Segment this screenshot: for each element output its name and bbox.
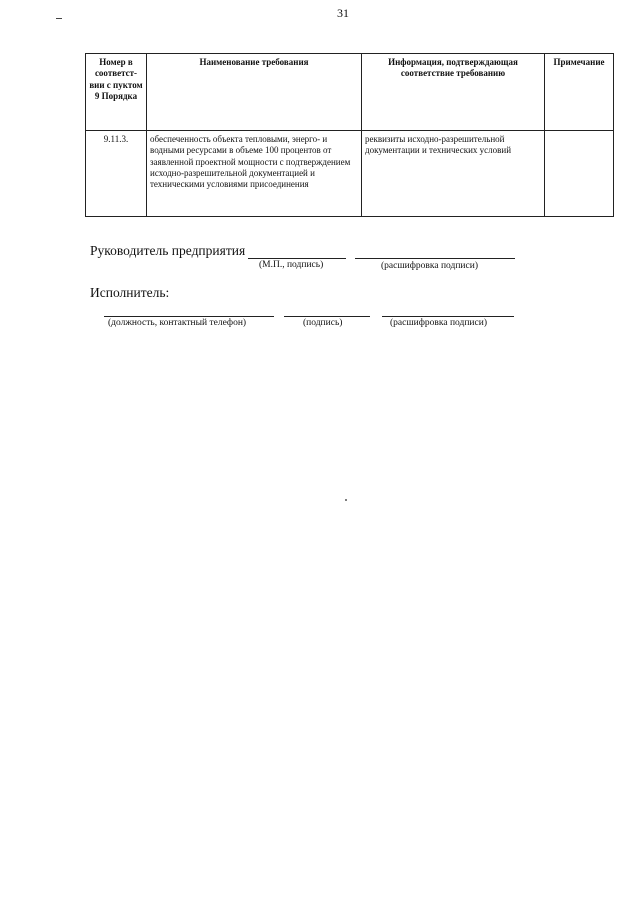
requirements-table bbox=[85, 53, 614, 217]
header-number: Номер в соответст-вии с пуктом 9 Порядка bbox=[86, 54, 147, 131]
cell-info: реквизиты исходно-разрешительной документации и технических условий bbox=[362, 131, 545, 217]
executor-caption-signature: (подпись) bbox=[303, 318, 343, 328]
page-number: 31 bbox=[337, 6, 349, 20]
executor-caption-position: (должность, контактный телефон) bbox=[108, 318, 247, 328]
head-name-line bbox=[355, 258, 515, 259]
executor-caption-name: (расшифровка подписи) bbox=[390, 318, 487, 328]
head-label: Руководитель предприятия bbox=[90, 243, 246, 258]
table-header-row bbox=[86, 54, 614, 131]
table-row bbox=[86, 131, 614, 217]
header-info: Информация, подтверждающая соответствие требованию bbox=[362, 54, 545, 131]
cell-note bbox=[545, 131, 614, 217]
executor-position-line bbox=[104, 316, 274, 317]
executor-signature-line bbox=[284, 316, 370, 317]
cell-requirement: обеспеченность объекта тепловыми, энерго- и водными ресурсами в объеме 100 процентов от заявленной проектной мощности с подтверждением исходно-разрешительной документацией и техническими условиями присоединения bbox=[147, 131, 362, 217]
header-requirement: Наименование требования bbox=[147, 54, 362, 131]
head-caption-name: (расшифровка подписи) bbox=[381, 261, 478, 271]
scan-speck bbox=[345, 499, 347, 501]
executor-label: Исполнитель: bbox=[90, 285, 170, 300]
head-caption-stamp: (М.П., подпись) bbox=[259, 260, 324, 270]
header-note: Примечание bbox=[545, 54, 614, 131]
executor-name-line bbox=[382, 316, 514, 317]
cell-number: 9.11.3. bbox=[86, 131, 147, 217]
head-stamp-line bbox=[248, 258, 346, 259]
